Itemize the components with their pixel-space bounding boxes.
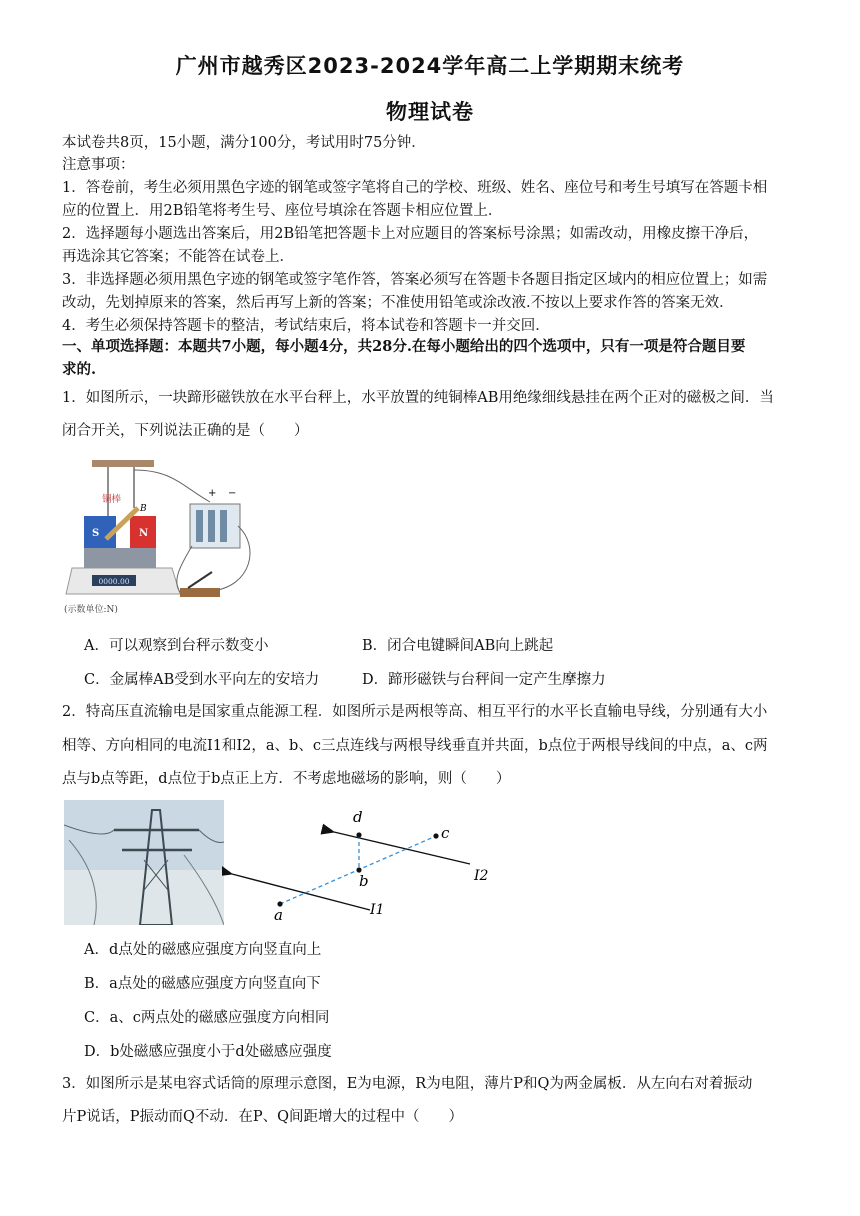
q2-option-a[interactable]: A．d点处的磁感应强度方向竖直向上 <box>84 942 322 958</box>
support-bar <box>92 460 154 467</box>
notice-item-1b: 应的位置上．用2B铅笔将考生号、座位号填涂在答题卡相应位置上． <box>62 203 503 219</box>
label-N: N <box>139 528 149 539</box>
q2-option-c[interactable]: C．a、c两点处的磁感应强度方向相同 <box>84 1010 330 1026</box>
q1-option-a[interactable]: A．可以观察到台秤示数变小 <box>84 638 269 654</box>
q1-option-c[interactable]: C．金属棒AB受到水平向左的安培力 <box>84 672 320 688</box>
magnet-base <box>84 548 156 568</box>
q3-stem-a: 3．如图所示是某电容式话筒的原理示意图，E为电源，R为电阻，薄片P和Q为两金属板．从左向右对着振动 <box>62 1076 753 1092</box>
label-a: a <box>274 906 283 924</box>
notice-item-2b: 再选涂其它答案；不能答在试卷上． <box>62 249 294 265</box>
q2-option-d[interactable]: D．b处磁感应强度小于d处磁感应强度 <box>84 1044 332 1060</box>
notice-item-1a: 1．答卷前，考生必须用黑色字迹的钢笔或签字笔将自己的学校、班级、姓名、座位号和考生号填写在答题卡相 <box>62 180 768 196</box>
label-d: d <box>353 808 363 826</box>
notice-item-2a: 2．选择题每小题选出答案后，用2B铅笔把答题卡上对应题目的答案标号涂黑；如需改动，用橡皮擦干净后， <box>62 226 759 242</box>
q1-stem-b: 闭合开关，下列说法正确的是（ ） <box>62 423 309 439</box>
exam-title: 广州市越秀区2023-2024学年高二上学期期末统考 <box>175 54 685 78</box>
q2-stem-a: 2．特高压直流输电是国家重点能源工程．如图所示是两根等高、相互平行的水平长直输电导线，分别通有大小 <box>62 704 768 720</box>
q1-stem-a: 1．如图所示，一块蹄形磁铁放在水平台秤上，水平放置的纯铜棒AB用绝缘细线悬挂在两个正对的磁极之间．当 <box>62 390 774 406</box>
label-A: A <box>118 534 125 544</box>
switch-base <box>180 588 220 597</box>
q2-stem-c: 点与b点等距，d点位于b点正上方．不考虑地磁场的影响，则（ ） <box>62 771 511 787</box>
battery-minus: − <box>228 488 237 499</box>
wire-geometry-figure <box>222 800 512 925</box>
label-c: c <box>441 824 450 842</box>
label-I1: I1 <box>370 902 385 918</box>
label-b: b <box>359 872 369 890</box>
exam-subtitle: 物理试卷 <box>386 100 474 124</box>
scale-reading: 0000.00 <box>98 577 130 586</box>
q2-option-b[interactable]: B．a点处的磁感应强度方向竖直向下 <box>84 976 321 992</box>
notice-item-3b: 改动，先划掉原来的答案，然后再写上新的答案；不准使用铅笔或涂改液.不按以上要求作答的答案无效． <box>62 295 734 311</box>
section-heading-b: 求的. <box>62 361 97 378</box>
q1-magnet-figure <box>62 456 262 618</box>
wire-I1 <box>232 874 370 910</box>
q1-option-d[interactable]: D．蹄形磁铁与台秤间一定产生摩擦力 <box>362 672 606 688</box>
notice-heading: 注意事项： <box>62 157 135 173</box>
switch-lever <box>188 572 212 588</box>
notice-item-3a: 3．非选择题必须用黑色字迹的钢笔或签字笔作答，答案必须写在答题卡各题目指定区域内的相应位置上；如需 <box>62 272 768 288</box>
q1-option-b[interactable]: B．闭合电键瞬间AB向上跳起 <box>362 638 554 654</box>
wire-I2 <box>334 832 470 864</box>
label-S: S <box>92 528 100 539</box>
power-tower-photo <box>64 800 224 925</box>
label-I2: I2 <box>474 868 489 884</box>
rod-label: 铜棒 <box>102 494 122 505</box>
wire-left <box>177 546 192 592</box>
q3-stem-b: 片P说话，P振动而Q不动．在P、Q间距增大的过程中（ ） <box>62 1109 464 1125</box>
battery-plus: + <box>208 488 217 499</box>
notice-item-4: 4．考生必须保持答题卡的整洁，考试结束后，将本试卷和答题卡一并交回． <box>62 318 550 334</box>
intro-line: 本试卷共8页，15小题，满分100分，考试用时75分钟． <box>62 135 426 151</box>
section-heading-a: 一、单项选择题：本题共7小题，每小题4分，共28分.在每小题给出的四个选项中，只有一项是符合题目要 <box>62 338 746 355</box>
q2-stem-b: 相等、方向相同的电流I1和I2，a、b、c三点连线与两根导线垂直并共面，b点位于两根导线间的中点，a、c两 <box>62 738 768 754</box>
point-d <box>356 832 361 837</box>
wire-top <box>134 470 210 502</box>
point-c <box>433 833 438 838</box>
label-B: B <box>140 504 147 514</box>
unit-note: (示数单位:N) <box>64 605 118 615</box>
